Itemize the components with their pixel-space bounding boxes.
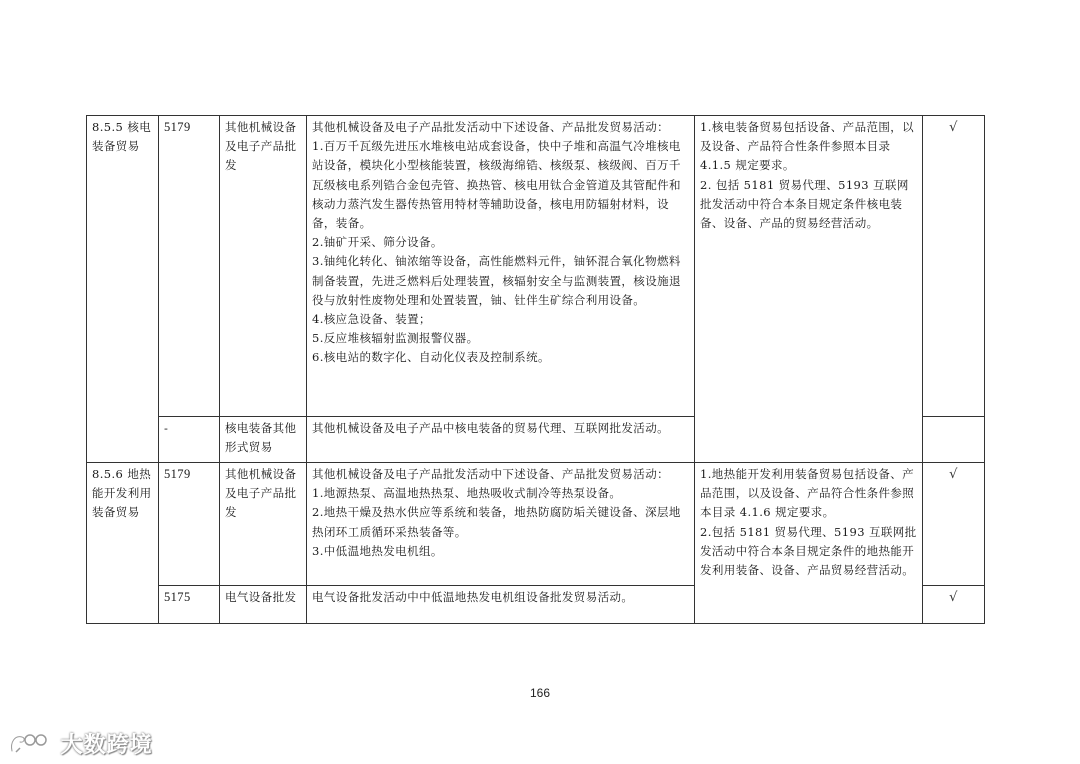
industry-cell: 电气设备批发	[220, 586, 307, 624]
brand-logo-icon	[8, 730, 48, 762]
code-cell: -	[159, 417, 220, 463]
description-line: 4.核应急设备、装置；	[312, 312, 431, 327]
description-cell	[307, 586, 695, 624]
description-cell	[307, 116, 695, 417]
description-line: 其他机械设备及电子产品批发活动中下述设备、产品批发贸易活动：	[312, 120, 669, 134]
industry-cell: 核电装备其他形式贸易	[220, 417, 307, 463]
description-line: 6.核电站的数字化、自动化仪表及控制系统。	[312, 350, 550, 365]
notes-cell	[695, 463, 923, 624]
description-line: 2.地热干燥及热水供应等系统和装备，地热防腐防垢关键设备、深层地热闭环工质循环采热装备等。	[312, 505, 681, 539]
check-mark	[923, 417, 985, 463]
description-cell	[307, 417, 695, 463]
description-line: 其他机械设备及电子产品批发活动中下述设备、产品批发贸易活动：	[312, 467, 669, 481]
notes-cell	[695, 116, 923, 463]
code-cell: 5179	[159, 463, 220, 586]
code-cell: 5175	[159, 586, 220, 624]
watermark-text: 大数跨境	[60, 733, 153, 758]
table-row	[87, 463, 985, 586]
code-cell: 5179	[159, 116, 220, 417]
note-line: 1.核电装备贸易包括设备、产品范围，以及设备、产品符合性条件参照本目录 4.1.5 规定要求。	[700, 120, 915, 173]
description-line: 1.地源热泵、高温地热热泵、地热吸收式制冷等热泵设备。	[312, 486, 622, 501]
description-line: 5.反应堆核辐射监测报警仪器。	[312, 331, 479, 346]
note-line: 2.包括 5181 贸易代理、5193 互联网批发活动中符合本条目规定条件的地热能开发利用装备、设备、产品贸易经营活动。	[700, 524, 917, 578]
check-mark: √	[923, 463, 985, 586]
note-line: 2. 包括 5181 贸易代理、5193 互联网批发活动中符合本条目规定条件核电装备、设备、产品的贸易经营活动。	[700, 177, 909, 231]
watermark	[8, 728, 153, 758]
industry-cell: 其他机械设备及电子产品批发	[220, 116, 307, 417]
check-mark: √	[923, 116, 985, 417]
description-cell	[307, 463, 695, 586]
category-cell: 8.5.6 地热能开发利用装备贸易	[87, 463, 159, 624]
description-line: 2.铀矿开采、筛分设备。	[312, 235, 443, 250]
check-mark: √	[923, 586, 985, 624]
table-row	[87, 116, 985, 417]
note-line: 1.地热能开发利用装备贸易包括设备、产品范围，以及设备、产品符合性条件参照本目录 4.1.6 规定要求。	[700, 467, 915, 520]
category-cell: 8.5.5 核电装备贸易	[87, 116, 159, 463]
description-line: 电气设备批发活动中中低温地热发电机组设备批发贸易活动。	[312, 590, 634, 604]
description-line: 3.铀纯化转化、铀浓缩等设备，高性能燃料元件，铀钚混合氧化物燃料制备装置，先进乏燃料后处理装置，核辐射安全与监测装置，核设施退役与放射性废物处理和处置装置，铀、钍伴生矿综合利用设备。	[312, 254, 681, 307]
page-number: 166	[529, 686, 551, 700]
description-line: 1.百万千瓦级先进压水堆核电站成套设备，快中子堆和高温气冷堆核电站设备，模块化小型核能装置，核级海绵锆、核级泵、核级阀、百万千瓦级核电系列锆合金包壳管、换热管、核电用钛合金管道及其管配件和核动力蒸汽发生器传热管用特材等辅助设备，核电用防辐射材料，设备，装备。	[312, 139, 681, 231]
industry-cell: 其他机械设备及电子产品批发	[220, 463, 307, 586]
catalog-table	[86, 115, 985, 624]
description-line: 3.中低温地热发电机组。	[312, 543, 443, 558]
description-line: 其他机械设备及电子产品中核电装备的贸易代理、互联网批发活动。	[312, 421, 669, 435]
